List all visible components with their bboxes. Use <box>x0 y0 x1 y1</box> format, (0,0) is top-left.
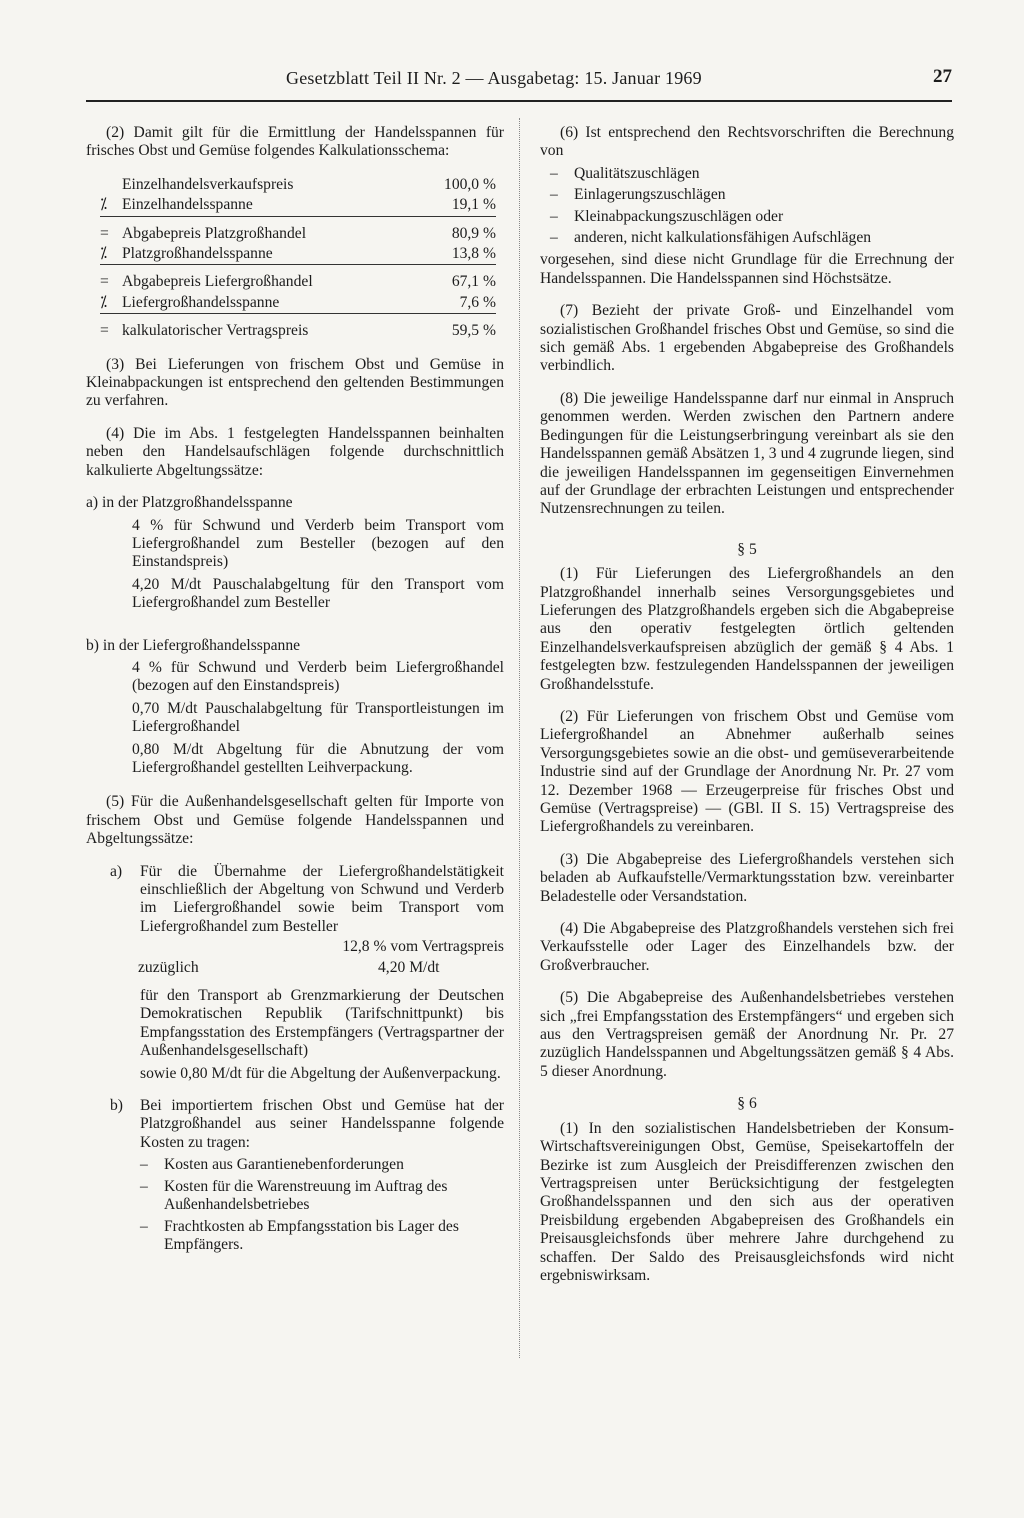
schema-operator: ⁒ <box>100 196 108 214</box>
item-5a-label: a) <box>110 862 123 880</box>
schema-label: Einzelhandelsspanne <box>122 196 253 214</box>
section-6-heading: § 6 <box>737 1095 757 1113</box>
schema-operator: = <box>100 322 109 340</box>
schema-label: Platzgroßhandelsspanne <box>122 245 273 263</box>
list-item: – Kosten für die Warenstreuung im Auftrag des Außenhandelsbetriebes <box>140 1177 448 1214</box>
publication-title: Gesetzblatt Teil II Nr. 2 — Ausgabetag: 15. Januar 1969 <box>286 68 702 88</box>
list-item: – Kleinabpackungszuschlägen oder <box>550 207 784 225</box>
section-5-paragraph-1: (1) Für Lieferungen des Liefergroßhandels an den Platzgroßhandel innerhalb seines Versorgungsgebietes und Lieferungen des Platzgroßhandels ergeben sich die Abgabepreise aus den operativ festgelegten örtlich geltenden Einzelhandelsverkaufspreisen abzüglich der gemäß § 4 Abs. 1 festgelegten bzw. festzulegenden Handelsspannen der jeweiligen Großhandelsstufe. <box>540 565 954 693</box>
section-5-paragraph-4: (4) Die Abgabepreise des Platzgroßhandels verstehen sich frei Verkaufsstelle oder Lager des Einzelhandels bzw. der Großverbraucher. <box>540 920 954 974</box>
item-5a-transport: für den Transport ab Grenzmarkierung der Deutschen Demokratischen Republik (Tarifschnittpunkt) bis Empfangsstation des Erstempfängers (Vertragspartner der Außenhandelsgesellschaft) <box>140 987 504 1060</box>
paragraph-7: (7) Bezieht der private Groß- und Einzelhandel vom sozialistischen Großhandel frisches Obst und Gemüse, so sind die sich gemäß Abs. 1 ergebenden Abgabepreise des Großhandels verbindlich. <box>540 302 954 375</box>
item-5a-packaging: sowie 0,80 M/dt für die Abgeltung der Außenverpackung. <box>140 1064 501 1082</box>
item-a-rate-1: 4 % für Schwund und Verderb beim Transport vom Liefergroßhandel zum Besteller (bezogen auf den Einstandspreis) <box>132 516 504 571</box>
item-5b-label: b) <box>110 1097 123 1115</box>
item-b-rate-2: 0,70 M/dt Pauschalabgeltung für Transportleistungen im Liefergroßhandel <box>132 699 504 736</box>
schema-row <box>100 175 496 195</box>
item-a-rate-2: 4,20 M/dt Pauschalabgeltung für den Transport vom Liefergroßhandel zum Besteller <box>132 575 504 612</box>
paragraph-6-end: vorgesehen, sind diese nicht Grundlage für die Errechnung der Handelsspannen. Die Handelsspannen sind Höchstsätze. <box>540 251 954 287</box>
item-b-title: in der Liefergroßhandelsspanne <box>102 636 301 654</box>
schema-value: 13,8 % <box>451 245 496 263</box>
item-b-heading <box>86 637 504 655</box>
schema-label: Liefergroßhandelsspanne <box>122 293 280 311</box>
schema-value: 59,5 % <box>418 314 496 342</box>
schema-value: 19,1 % <box>451 196 496 214</box>
list-item: – Qualitätszuschlägen <box>550 164 700 182</box>
item-5a <box>110 862 504 1083</box>
surcharge-list <box>550 165 954 248</box>
surcharge-value: 4,20 M/dt <box>378 958 440 976</box>
schema-value: 7,6 % <box>459 293 496 311</box>
schema-value: 100,0 % <box>444 175 496 193</box>
right-column <box>540 124 954 1299</box>
schema-operator: = <box>100 273 109 291</box>
paragraph-2: (2) Damit gilt für die Ermittlung der Handelsspannen für frisches Obst und Gemüse folgendes Kalkulationsschema: <box>86 124 504 160</box>
paragraph-3: (3) Bei Lieferungen von frischem Obst und Gemüse in Kleinabpackungen ist entsprechend den geltenden Bestimmungen zu verfahren. <box>86 355 504 410</box>
schema-operator: ⁒ <box>100 293 108 311</box>
item-b-label: b) <box>86 636 99 654</box>
paragraph-4: (4) Die im Abs. 1 festgelegten Handelsspannen beinhalten neben den Handelsaufschlägen folgende durchschnittlich kalkulierte Abgeltungssätze: <box>86 424 504 479</box>
item-b-rate-1: 4 % für Schwund und Verderb beim Liefergroßhandel (bezogen auf den Einstandspreis) <box>132 658 504 695</box>
item-5a-text: Für die Übernahme der Liefergroßhandelstätigkeit einschließlich der Abgeltung von Schwund und Verderb im Liefergroßhandel sowie beim Transport vom Liefergroßhandel zum Besteller <box>140 862 504 935</box>
schema-row <box>100 216 496 244</box>
list-item: – anderen, nicht kalkulationsfähigen Aufschlägen <box>550 229 872 247</box>
item-b-rate-3: 0,80 M/dt Abgeltung für die Abnutzung der vom Liefergroßhandel gestellten Leihverpackung. <box>132 740 504 776</box>
schema-row <box>100 314 496 342</box>
page-header <box>86 64 952 102</box>
item-a-title: in der Platzgroßhandelsspanne <box>102 494 293 512</box>
calculation-schema <box>100 175 496 342</box>
paragraph-8: (8) Die jeweilige Handelsspanne darf nur einmal in Anspruch genommen werden. Werden zwischen den Partnern andere Bedingungen für die Leistungserbringung vereinbart als sie den Handelsspannen gemäß Absätzen 1, 3 und 4 zugrunde liegen, sind die jeweiligen Handelsspannen im gegenseitigen Einvernehmen auf der Grundlage der erbrachten Leistungen und entsprechender Nutzensrechnungen zu teilen. <box>540 389 954 518</box>
section-5-paragraph-3: (3) Die Abgabepreise des Liefergroßhandels verstehen sich beladen ab Aufkaufstelle/Vermarktungsstation bzw. vereinbarter Beladestelle oder Versandstation. <box>540 850 954 905</box>
schema-operator: = <box>100 224 109 242</box>
section-5-paragraph-2: (2) Für Lieferungen von frischem Obst und Gemüse vom Liefergroßhandel an Abnehmer außerhalb seines Versorgungsgebietes sowie an die obst- und gemüseverarbeitende Industrie sind auf der Grundlage der Anordnung Nr. Pr. 27 vom 12. Dezember 1968 — Erzeugerpreise für frisches Obst und Gemüse (Vertragspreise) — (GBl. II S. 15) Vertragspreise des Liefergroßhandels zu vereinbaren. <box>540 707 954 836</box>
list-item: – Frachtkosten ab Empfangsstation bis Lager des Empfängers. <box>140 1217 459 1253</box>
section-5-paragraph-5: (5) Die Abgabepreise des Außenhandelsbetriebes verstehen sich „frei Empfangsstation des Erstempfängers“ und ergeben sich aus den Vertragspreisen gemäß der Anordnung Nr. Pr. 27 zuzüglich Handelsspannen und Abgeltungssätzen gemäß § 4 Abs. 5 dieser Anordnung. <box>540 989 954 1080</box>
schema-value: 80,9 % <box>418 216 496 244</box>
schema-row <box>100 244 496 265</box>
list-item: – Kosten aus Garantienebenforderungen <box>140 1156 404 1174</box>
section-6-paragraph-1: (1) In den sozialistischen Handelsbetrieben der Konsum-Wirtschaftsvereinigungen Obst, Gemüse, Speisekartoffeln der Bezirke ist zum Ausgleich der Preisdifferenzen zwischen den Vertragspreisen unter Berücksichtigung der festgelegten Großhandelsspannen und den sich aus der operativen Preisbildung ergebenden Abgabepreisen des Großhandels ein Preisausgleichsfonds über mehrere Jahre durchgehend zu schaffen. Der Saldo des Preisausgleichsfonds wird nicht ergebniswirksam. <box>540 1119 954 1284</box>
item-5b-cost-list <box>140 1156 504 1254</box>
left-column <box>86 124 504 1264</box>
item-5b-text: Bei importiertem frischen Obst und Gemüse hat der Platzgroßhandel aus seiner Handelsspanne folgende Kosten zu tragen: <box>140 1097 504 1151</box>
schema-label: kalkulatorischer Vertragspreis <box>122 322 309 340</box>
surcharge-label: zuzüglich <box>138 958 199 976</box>
paragraph-6: (6) Ist entsprechend den Rechtsvorschriften die Berechnung von <box>540 124 954 160</box>
item-a-heading <box>86 494 504 512</box>
page-number: 27 <box>933 66 952 87</box>
schema-row <box>100 293 496 314</box>
schema-label: Einzelhandelsverkaufspreis <box>122 175 294 193</box>
schema-label: Abgabepreis Liefergroßhandel <box>122 273 313 291</box>
schema-label: Abgabepreis Platzgroßhandel <box>122 224 307 242</box>
item-5b <box>110 1097 504 1254</box>
schema-value: 67,1 % <box>418 265 496 293</box>
list-item: – Einlagerungszuschlägen <box>550 186 726 204</box>
schema-row <box>100 195 496 216</box>
item-a-label: a) <box>86 494 99 512</box>
paragraph-5: (5) Für die Außenhandelsgesellschaft gelten für Importe von frischem Obst und Gemüse folgende Handelsspannen und Abgeltungssätze: <box>86 793 504 848</box>
item-5a-surcharge <box>86 959 504 977</box>
schema-operator: ⁒ <box>100 245 108 263</box>
item-5a-rate: 12,8 % vom Vertragspreis <box>342 938 504 956</box>
schema-row <box>100 265 496 293</box>
section-5-heading: § 5 <box>737 540 757 558</box>
column-divider <box>519 118 521 1358</box>
